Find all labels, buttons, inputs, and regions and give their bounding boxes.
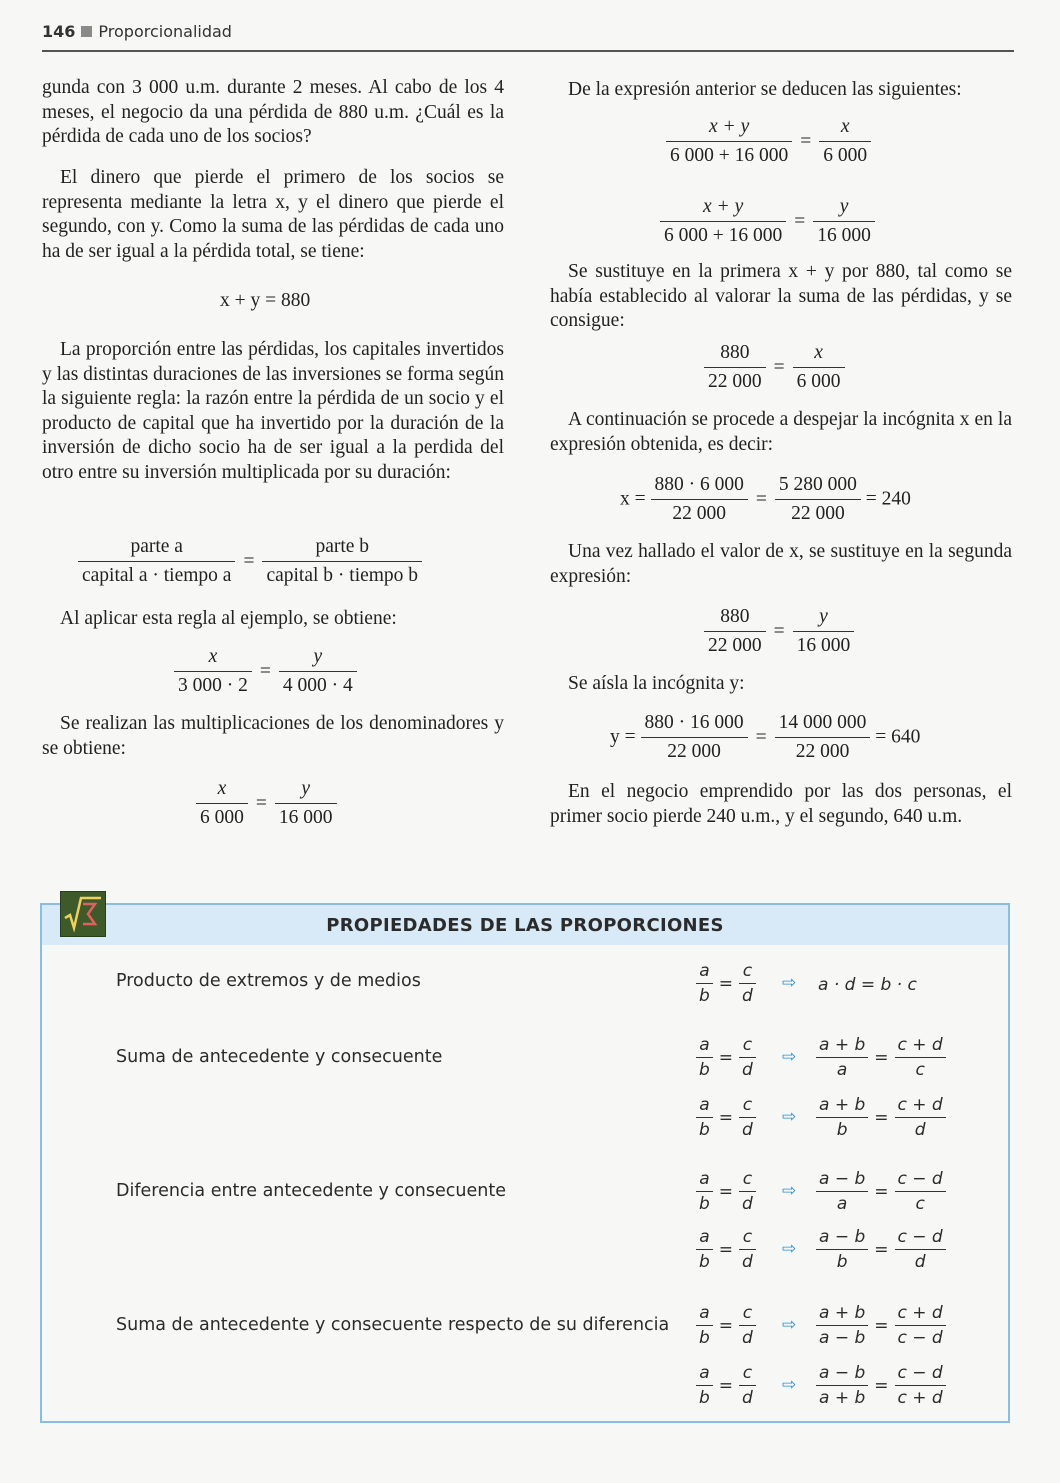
right-p5: Se aísla la incógnita y: — [568, 673, 745, 694]
formula-result-7: $\frac{a - b}{a + b}$ = $\frac{c - d}{c + d}$ — [816, 1363, 946, 1408]
right-p2: Se sustituye en la primera x + y por 880, tal como se había establecido al valorar la suma de las pérdidas, y se consigue: — [550, 261, 1012, 331]
formula-ab-cd-6: $\frac{a}{b}$ = $\frac{c}{d}$ — [696, 1303, 756, 1348]
formula-result-3: $\frac{a + b}{b}$ = $\frac{c + d}{d}$ — [816, 1095, 946, 1140]
right-p1: De la expresión anterior se deducen las siguientes: — [568, 79, 962, 100]
rule-equation: $\frac{\text{parte a}}{\text{capital a · tiempo a}}$ = $\frac{\text{parte b}}{\text{capital b · tiempo b}}$ — [78, 536, 422, 587]
page-number: 146 — [42, 22, 76, 41]
property-sum: Suma de antecedente y consecuente — [116, 1047, 443, 1067]
equation-r3: $\frac{880}{22 000}$ = $\frac{x}{6 000}$ — [704, 342, 845, 393]
equation-r1: $\frac{x + y}{6 000 + 16 000}$ = $\frac{x}{6 000}$ — [666, 116, 871, 167]
arrow-icon: ⇨ — [782, 1239, 797, 1259]
formula-result-6: $\frac{a + b}{a - b}$ = $\frac{c + d}{c - d}$ — [816, 1303, 946, 1348]
left-p1: gunda con 3 000 u.m. durante 2 meses. Al cabo de los 4 meses, el negocio da una pérdida de 880 u.m. ¿Cuál es la pérdida de cada uno de los socios? — [42, 77, 504, 147]
right-p3: A continuación se procede a despejar la incógnita x en la expresión obtenida, es decir: — [550, 409, 1012, 455]
arrow-icon: ⇨ — [782, 1181, 797, 1201]
right-p4: Una vez hallado el valor de x, se sustituye en la segunda expresión: — [550, 541, 1012, 587]
page-header — [42, 22, 232, 41]
formula-result-2: $\frac{a + b}{a}$ = $\frac{c + d}{c}$ — [816, 1035, 946, 1080]
formula-ab-cd-3: $\frac{a}{b}$ = $\frac{c}{d}$ — [696, 1095, 756, 1140]
formula-ab-cd-1: $\frac{a}{b}$ = $\frac{c}{d}$ — [696, 961, 756, 1006]
formula-ab-cd-2: $\frac{a}{b}$ = $\frac{c}{d}$ — [696, 1035, 756, 1080]
header-square-icon — [81, 26, 92, 37]
properties-title: PROPIEDADES DE LAS PROPORCIONES — [326, 915, 724, 936]
formula-result-5: $\frac{a - b}{b}$ = $\frac{c - d}{d}$ — [816, 1227, 946, 1272]
arrow-icon: ⇨ — [782, 1315, 797, 1335]
property-sum-over-difference: Suma de antecedente y consecuente respecto de su diferencia — [116, 1315, 670, 1335]
property-extremes-means: Producto de extremos y de medios — [116, 971, 421, 991]
left-p4: Al aplicar esta regla al ejemplo, se obtiene: — [60, 608, 397, 629]
equation-solve-x: x = $\frac{880 \cdot 6 000}{22 000}$ = $\frac{5 280 000}{22 000}$ = 240 — [620, 474, 911, 524]
properties-box — [40, 903, 1010, 1423]
left-p2: El dinero que pierde el primero de los socios se representa mediante la letra x, y el dinero que pierde el segundo, con y. Como la suma de las pérdidas de cada uno ha de ser igual a la pérdida total, se tiene: — [42, 167, 504, 262]
right-p6: En el negocio emprendido por las dos personas, el primer socio pierde 240 u.m., y el segundo, 640 u.m. — [550, 781, 1012, 827]
math-logo-icon — [60, 891, 106, 937]
formula-ab-cd-7: $\frac{a}{b}$ = $\frac{c}{d}$ — [696, 1363, 756, 1408]
equation-sum: x + y = 880 — [220, 290, 311, 311]
formula-result-4: $\frac{a - b}{a}$ = $\frac{c - d}{c}$ — [816, 1169, 946, 1214]
formula-ab-cd-5: $\frac{a}{b}$ = $\frac{c}{d}$ — [696, 1227, 756, 1272]
section-title: Proporcionalidad — [98, 22, 232, 41]
arrow-icon: ⇨ — [782, 1107, 797, 1127]
left-p3: La proporción entre las pérdidas, los capitales invertidos y las distintas duraciones de las inversiones se forma según la siguiente regla: la razón entre la pérdida de un socio y el producto de capital que ha invertido por la duración de la inversión de dicho socio ha de ser igual a la perdida del otro entre su inversión multiplicada por su duración: — [42, 339, 504, 483]
left-p5: Se realizan las multiplicaciones de los denominadores y se obtiene: — [42, 713, 504, 759]
equation-r2: $\frac{x + y}{6 000 + 16 000}$ = $\frac{y}{16 000}$ — [660, 196, 875, 247]
equation-r5: $\frac{880}{22 000}$ = $\frac{y}{16 000}$ — [704, 606, 854, 657]
formula-result-1: a · d = b · c — [818, 975, 917, 995]
formula-ab-cd-4: $\frac{a}{b}$ = $\frac{c}{d}$ — [696, 1169, 756, 1214]
arrow-icon: ⇨ — [782, 1375, 797, 1395]
equation-example: $\frac{x}{3 000 \cdot 2}$ = $\frac{y}{4 000 \cdot 4}$ — [174, 646, 357, 697]
property-difference: Diferencia entre antecedente y consecuente — [116, 1181, 506, 1201]
header-rule — [42, 50, 1014, 52]
arrow-icon: ⇨ — [782, 973, 797, 993]
arrow-icon: ⇨ — [782, 1047, 797, 1067]
equation-simplified: $\frac{x}{6 000}$ = $\frac{y}{16 000}$ — [196, 778, 337, 829]
equation-solve-y: y = $\frac{880 \cdot 16 000}{22 000}$ = $\frac{14 000 000}{22 000}$ = 640 — [610, 712, 921, 762]
